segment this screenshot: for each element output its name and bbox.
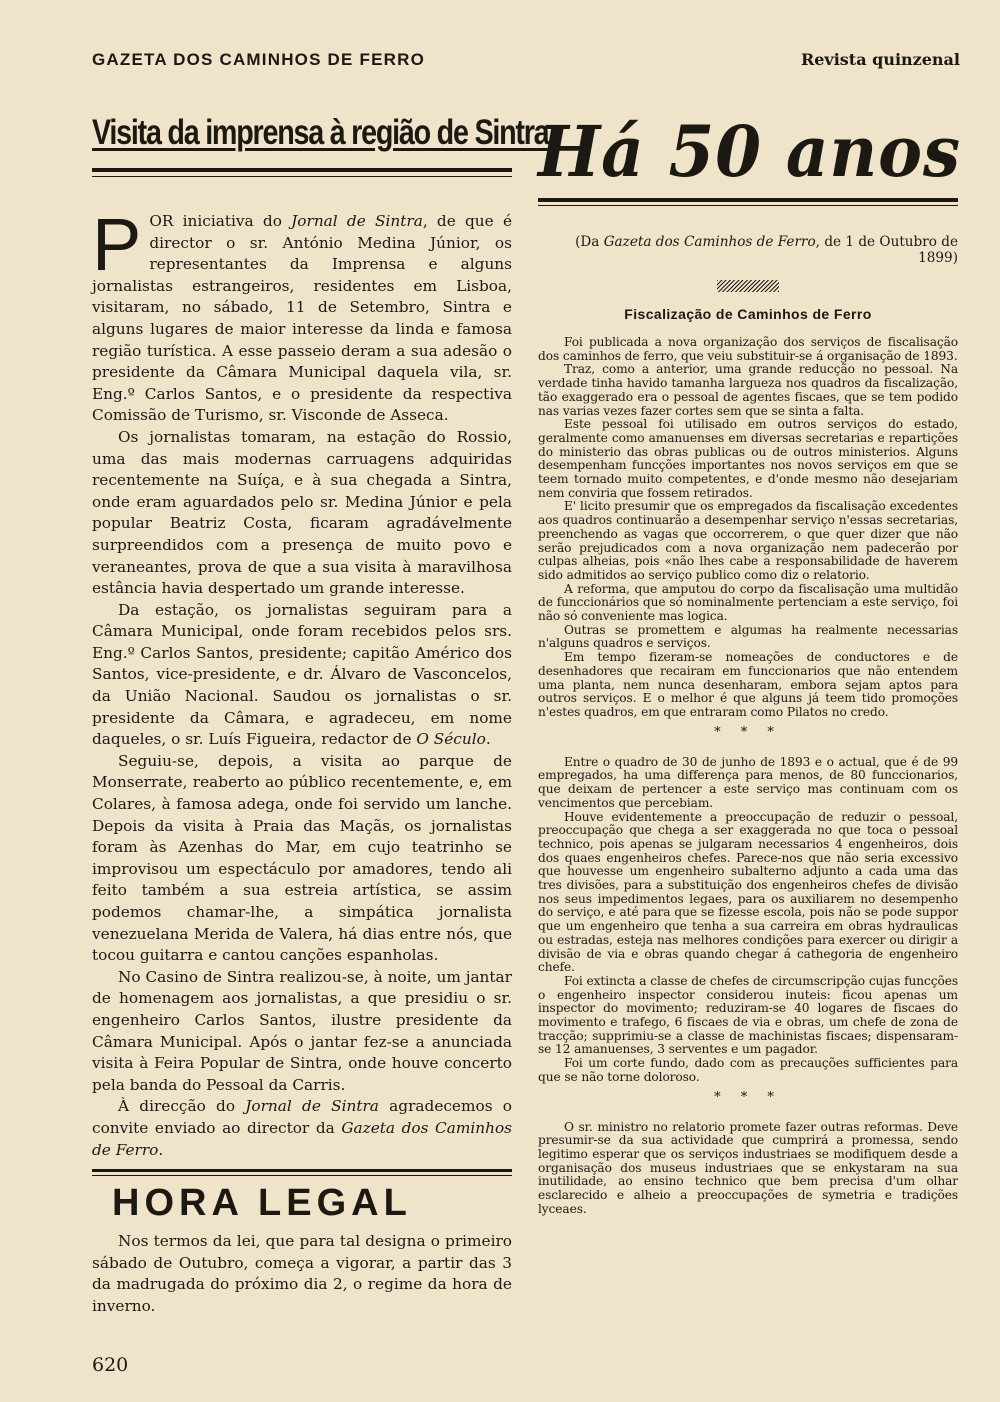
article-body-sintra	[92, 203, 513, 1161]
paragraph-1-text-b: , de que é director o sr. António Medina Júnior, os representantes da Imprensa e alguns jornalistas estrangeiros, residentes em Lisboa, visitaram, no sábado, 11 de Setembro, Sintra e alguns lugares de maior interesse da linda e famosa região turística. A esse passeio deram a sua adesão o presidente da Câmara Municipal daquela vila, sr. Eng.º Carlos Santos, e o presidente da respectiva Comissão de Turismo, sr. Visconde de Asseca.	[92, 212, 513, 425]
paragraph-2: Os jornalistas tomaram, na estação do Rossio, uma das mais modernas carruagens adquiridas recentemente na Suíça, e à sua chegada a Sintra, onde eram aguardados pelo sr. Medina Júnior e pela popular Beatriz Costa, ficaram agradávelmente surpreendidos com a presença de muito povo e veraneantes, prova de que a sua visita à maravilhosa estância havia despertado um grande interesse.	[92, 427, 512, 598]
paragraph-6-text-a: À direcção do	[118, 1097, 246, 1116]
paragraph-5: No Casino de Sintra realizou-se, à noite, um jantar de homenagem aos jornalistas, a que presidiu o sr. engenheiro Carlos Santos, ilustre presidente da Câmara Municipal. Após o jantar fez-se a anunciada visita à Feira Popular de Sintra, onde houve concerto pela banda do Pessoal da Carris.	[92, 967, 512, 1094]
section-body-1	[538, 336, 958, 720]
title-50-rule-thin	[538, 205, 958, 206]
old-paragraph: Houve evidentemente a preoccupação de reduzir o pessoal, preoccupação que chega a ser exaggerada no que toca o pessoal technico, pois apenas se julgaram necessarios 4 engenheiros, dois dos quaes engenheiros chefes. Parece-nos que não seria excessivo que houvesse um engenheiro subalterno adjunto a cada uma das tres divisões, para a substituição dos engenheiros chefes de divisão nos seus impedimentos legaes, para os auxiliarem no desempenho do serviço, e até para que se fizesse escola, pois não se pode suppor que um engenheiro que tenha a sua carreira em obras hydraulicas ou estradas, esteja nas melhores condições para exercer ou dirigir a divisão de via e obras quando chegar á cathegoria de engenheiro chefe.	[538, 809, 958, 975]
running-header-kind: Revista quinzenal	[800, 50, 960, 69]
hora-legal-title: HORA LEGAL	[112, 1182, 412, 1225]
asterisk-separator: * * *	[714, 724, 782, 740]
hatched-ornament-icon	[717, 280, 779, 292]
paragraph-3-text-a: Da estação, os jornalistas seguiram para a Câmara Municipal, onde foram recebidos pelos srs. Eng.º Carlos Santos, presidente; capitão Américo dos Santos, vice-presidente, e dr. Álvaro de Vasconcelos, da União Nacional. Saudou os jornalistas o sr. presidente da Câmara, e agradeceu, em nome daqueles, o sr. Luís Figueira, redactor de	[92, 600, 512, 749]
old-paragraph: Foi um corte fundo, dado com as precauções sufficientes para que se não torne doloroso.	[538, 1056, 958, 1084]
asterisk-separator: * * *	[714, 1089, 782, 1105]
drop-cap: P	[92, 203, 142, 286]
old-paragraph: Entre o quadro de 30 de junho de 1893 e o actual, que é de 99 empregados, ha uma differença para menos, de 80 funccionarios, que deixam de pertencer a este serviço mas continuam com os vencimentos que percebiam.	[538, 754, 958, 810]
paragraph-3-text-b: .	[485, 730, 491, 749]
title-rule-thick	[92, 168, 512, 172]
old-paragraph: Traz, como a anterior, uma grande reducção no pessoal. Na verdade tinha havido tamanha largueza nos quadros da fiscalização, tão exaggerado era o pessoal de agentes fiscaes, que se tem podido nas varias vezes fazer cortes sem que se sinta a falta.	[538, 362, 958, 418]
old-paragraph: Foi publicada a nova organização dos serviços de fiscalisação dos caminhos de ferro, que veiu substituir-se á organisação de 1893.	[538, 335, 958, 363]
title-rule-thin	[92, 176, 512, 177]
paragraph-6-journal-name: Jornal de Sintra	[245, 1097, 379, 1116]
old-paragraph: Em tempo fizeram-se nomeações de conductores e de desenhadores que recairam em funccionarios que não entendem uma planta, nem nunca desenharam, embora sejam aptos para outros serviços. E o melhor é que alguns já teem tido promoções n'estes quadros, em que entraram como Pilatos no credo.	[538, 650, 958, 719]
paragraph-6-text-c: .	[158, 1140, 164, 1159]
section-body-2	[538, 756, 958, 1085]
paragraph-6	[92, 1096, 512, 1161]
right-column	[538, 110, 961, 1216]
source-text-a: (Da	[575, 234, 604, 250]
paragraph-4: Seguiu-se, depois, a visita ao parque de Monserrate, reaberto ao público recentemente, e, em Colares, à famosa adega, onde foi servido um lanche. Depois da visita à Praia das Maçãs, os jornalistas foram às Azenhas do Mar, em cujo teatrinho se improvisou um espectáculo por amadores, tendo ali feito também a sua estreia artística, se assim podemos chamar-lhe, a simpática jornalista venezuelana Merida de Valera, há dias entre nós, que tocou guitarra e cantou canções espanholas.	[92, 751, 512, 965]
article-title-50-anos: Há 50 anos	[538, 110, 961, 193]
paragraph-6-text-b: agradecemos o convite enviado ao director da	[92, 1097, 512, 1137]
section-body-3	[538, 1121, 958, 1217]
old-paragraph: A reforma, que amputou do corpo da fiscalisação uma multidão de funccionários que só nominalmente pertenciam a este serviço, foi não só conveniente mas logica.	[538, 581, 958, 624]
old-paragraph: E' licito presumir que os empregados da fiscalisação excedentes aos quadros continuarão a desempenhar serviço n'essas secretarias, preenchendo as vagas que occorrerem, o que quer dizer que não serão prejudicados com a nova organização nem padecerão por culpas alheias, pois «não lhes cabe a responsabilidade de haverem sido admitidos ao serviço publico como diz o relatorio.	[538, 499, 958, 582]
article-title-sintra: Visita da imprensa à região de Sintra	[92, 113, 549, 152]
old-paragraph: Este pessoal foi utilisado em outros serviços do estado, geralmente como amanuenses em diversas secretarias e repartições do ministerio das obras publicas ou de outros ministerios. Alguns desempenham funcções importantes nos novos serviços em que se teem tornado muito competentes, e d'onde mesmo não desejariam nem conviria que fossem retirados.	[538, 417, 958, 500]
paragraph-1-text-a: OR iniciativa do	[149, 212, 292, 230]
hora-legal-body: Nos termos da lei, que para tal designa o primeiro sábado de Outubro, começa a vigorar, a partir das 3 da madrugada do próximo dia 2, o regime da hora de inverno.	[92, 1232, 512, 1315]
section-subheading: Fiscalização de Caminhos de Ferro	[624, 306, 872, 322]
old-paragraph: Foi extincta a classe de chefes de circumscripção cujas funcções o engenheiro inspector considerou inuteis: ficou apenas um inspector do movimento; reduziram-se 40 logares de fiscaes do movimento e trafego, 6 fiscaes de via e obras, um chefe de zona de tracção; supprimiu-se a classe de machinistas fiscaes; dispensaram-se 12 amanuenses, 3 serventes e um pagador.	[538, 973, 958, 1057]
paragraph-1	[92, 203, 513, 427]
paragraph-6-gazette-name: Gazeta dos Caminhos de Ferro	[92, 1118, 513, 1159]
old-paragraph: O sr. ministro no relatorio promete fazer outras reformas. Deve presumir-se da sua actividade que cumprirá a promessa, sendo legitimo esperar que os serviços industriaes se modifiquem desde a organisação dos museus industriaes que se enkystaram na sua inutilidade, ao ensino technico que bem precisa d'um olhar esclarecido e alheio a preoccupações de symetria e tradições lyceaes.	[538, 1119, 958, 1216]
hora-legal-rule-thin	[92, 1175, 512, 1176]
source-text-b: , de 1 de Outubro de 1899)	[815, 234, 958, 266]
source-citation	[538, 234, 958, 266]
paragraph-3-newspaper: O Século	[416, 730, 486, 749]
paragraph-3	[92, 600, 512, 751]
paragraph-1-journal-name: Jornal de Sintra	[291, 212, 423, 230]
source-gazette-name: Gazeta dos Caminhos de Ferro	[603, 234, 816, 250]
hora-legal-rule-thick	[92, 1169, 512, 1172]
page-number: 620	[92, 1354, 129, 1376]
running-header-title: GAZETA DOS CAMINHOS DE FERRO	[92, 50, 425, 69]
title-50-rule-thick	[538, 198, 958, 202]
left-column	[92, 108, 549, 1318]
old-paragraph: Outras se promettem e algumas ha realmente necessarias n'alguns quadros e serviços.	[538, 622, 958, 651]
